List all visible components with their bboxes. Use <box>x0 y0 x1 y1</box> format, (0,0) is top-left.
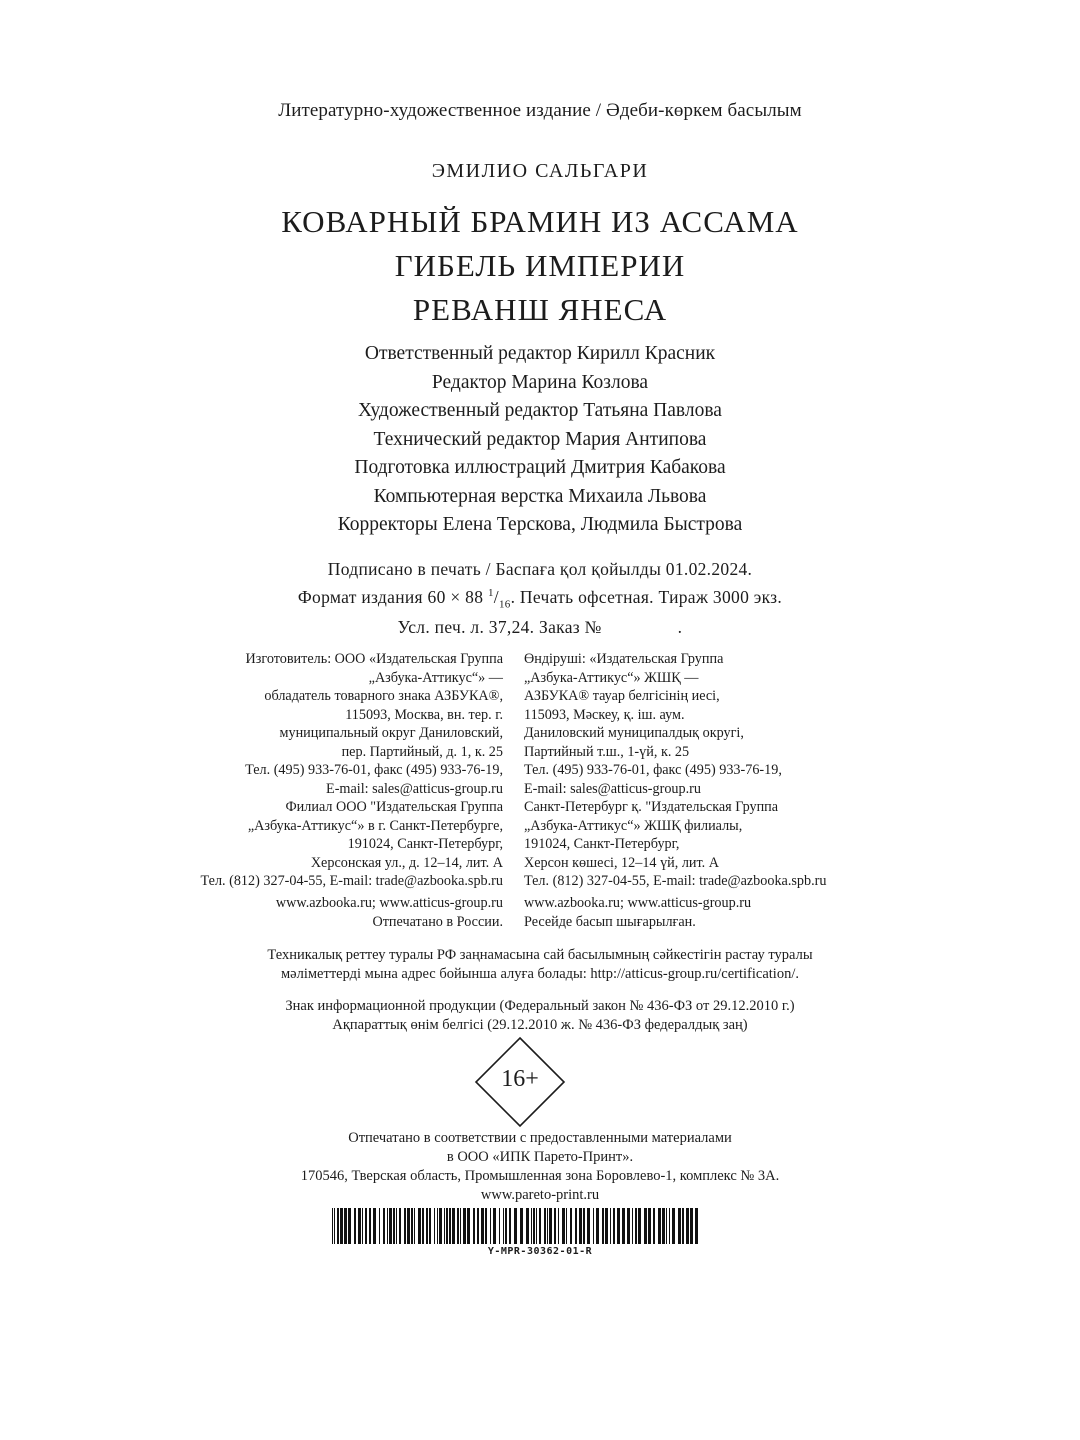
text-line: Отпечатано в соответствии с предоставленными материалами <box>348 1130 732 1146</box>
text-line: www.pareto-print.ru <box>480 1187 600 1203</box>
text-line: Партийный т.ш., 1-үй, к. 25 <box>524 743 690 760</box>
text-line: обладатель товарного знака АЗБУКА®, <box>264 688 503 704</box>
text-line: Тел. (495) 933-76-01, факс (495) 933-76-19, <box>245 762 503 778</box>
print-format: Формат издания 60 × 88 $^1/_{16}$. Печать офсетная. Тираж 3000 экз. <box>297 586 783 610</box>
text-line: Отпечатано в России. <box>372 913 503 930</box>
credit-line: Художественный редактор Татьяна Павлова <box>358 400 722 421</box>
text-line: Тел. (812) 327-04-55, E-mail: trade@azbooka.spb.ru <box>524 873 827 889</box>
format-sub: 16 <box>498 597 511 610</box>
book-title-3: РЕВАНШ ЯНЕСА <box>412 292 668 327</box>
format-prefix: Формат издания 60 × 88 <box>297 586 488 607</box>
manufacturer-kz <box>524 650 782 798</box>
text-line: 115093, Мәскеу, қ. іш. аум. <box>524 706 685 723</box>
text-line: Даниловский муниципалдық округі, <box>524 725 744 741</box>
credit-line: Ответственный редактор Кирилл Красник <box>364 343 716 364</box>
web-kz <box>524 894 751 931</box>
credit-line: Редактор Марина Козлова <box>431 371 649 393</box>
text-line: Херсонская ул., д. 12–14, лит. А <box>310 854 503 871</box>
text-line: „Азбука-Аттикус“» ЖШҚ — <box>524 669 699 686</box>
text-line: 191024, Санкт-Петербург, <box>347 836 503 852</box>
text-line: 191024, Санкт-Петербург, <box>524 836 680 852</box>
text-line: Тел. (495) 933-76-01, факс (495) 933-76-19, <box>524 762 782 778</box>
text-line: муниципальный округ Даниловский, <box>279 725 503 741</box>
text-line: E-mail: sales@atticus-group.ru <box>524 780 701 797</box>
edition-type: Литературно-художественное издание / Әдеби-көркем басылым <box>278 100 802 121</box>
text-line: мәліметтерді мына адрес бойынша алуға болады: http://atticus-group.ru/certification/. <box>281 966 799 982</box>
text-line: в ООО «ИПК Парето-Принт». <box>446 1149 634 1165</box>
text-line: Техникалық реттеу туралы РФ заңнамасына сай басылымның сәйкестігін растау туралы <box>267 947 813 963</box>
credit-line: Подготовка иллюстраций Дмитрия Кабакова <box>354 457 726 478</box>
author-name: ЭМИЛИО САЛЬГАРИ <box>431 160 649 182</box>
text-line: Херсон көшесі, 12–14 үй, лит. А <box>524 854 720 871</box>
credit-line: Корректоры Елена Терскова, Людмила Быстрова <box>337 514 743 535</box>
text-line: „Азбука-Аттикус“» ЖШҚ филиалы, <box>524 817 743 834</box>
web-ru <box>276 894 503 931</box>
order-end: . <box>677 617 683 638</box>
text-line: Филиал ООО "Издательская Группа <box>285 799 503 815</box>
print-info <box>0 558 1080 640</box>
format-suffix: . Печать офсетная. Тираж 3000 экз. <box>510 586 783 607</box>
certification-note <box>0 946 1080 984</box>
text-line: Ақпараттық өнім белгісі (29.12.2010 ж. № 436-ФЗ федералдық заң) <box>332 1017 748 1033</box>
text-line: www.azbooka.ru; www.atticus-group.ru <box>524 895 752 911</box>
branch-ru <box>201 798 503 891</box>
text-line: Тел. (812) 327-04-55, E-mail: trade@azbooka.spb.ru <box>200 873 503 889</box>
age-rating-badge <box>474 1036 566 1128</box>
book-titles <box>0 200 1080 332</box>
text-line: www.azbooka.ru; www.atticus-group.ru <box>275 895 503 911</box>
credit-line: Технический редактор Мария Антипова <box>373 428 707 450</box>
book-title-1: КОВАРНЫЙ БРАМИН ИЗ АССАМА <box>281 204 799 239</box>
barcode-code: Y-MPR-30362-01-R <box>487 1246 593 1257</box>
text-line: „Азбука-Аттикус“» в г. Санкт-Петербурге, <box>247 817 503 834</box>
text-line: „Азбука-Аттикус“» — <box>368 669 503 686</box>
order-label: Усл. печ. л. 37,24. Заказ № <box>397 617 602 638</box>
text-line: пер. Партийный, д. 1, к. 25 <box>341 743 503 760</box>
text-line: Ресейде басып шығарылған. <box>524 913 696 930</box>
text-line: Санкт-Петербург қ. "Издательская Группа <box>524 799 779 815</box>
order-number <box>0 616 1080 640</box>
text-line: Знак информационной продукции (Федеральный закон № 436-ФЗ от 29.12.2010 г.) <box>285 998 795 1014</box>
book-title-2: ГИБЕЛЬ ИМПЕРИИ <box>394 248 686 283</box>
info-sign-note <box>0 997 1080 1035</box>
age-rating-label: 16+ <box>501 1066 539 1092</box>
text-line: АЗБУКА® тауар белгісінің иесі, <box>524 688 720 704</box>
credits-list <box>0 340 1080 540</box>
branch-kz <box>524 798 826 891</box>
text-line: 170546, Тверская область, Промышленная зона Боровлево-1, комплекс № 3А. <box>300 1168 780 1184</box>
text-line: Изготовитель: ООО «Издательская Группа <box>245 651 503 667</box>
text-line: 115093, Москва, вн. тер. г. <box>345 706 503 723</box>
credit-line: Компьютерная верстка Михаила Львова <box>373 485 707 507</box>
printer-info <box>0 1129 1080 1205</box>
barcode-icon <box>332 1208 698 1244</box>
text-line: Өндіруші: «Издательская Группа <box>524 651 724 667</box>
manufacturer-ru <box>245 650 503 798</box>
signed-date: Подписано в печать / Баспаға қол қойылды 01.02.2024. <box>327 559 753 579</box>
text-line: E-mail: sales@atticus-group.ru <box>326 780 503 797</box>
format-sup: 1 <box>487 586 494 599</box>
